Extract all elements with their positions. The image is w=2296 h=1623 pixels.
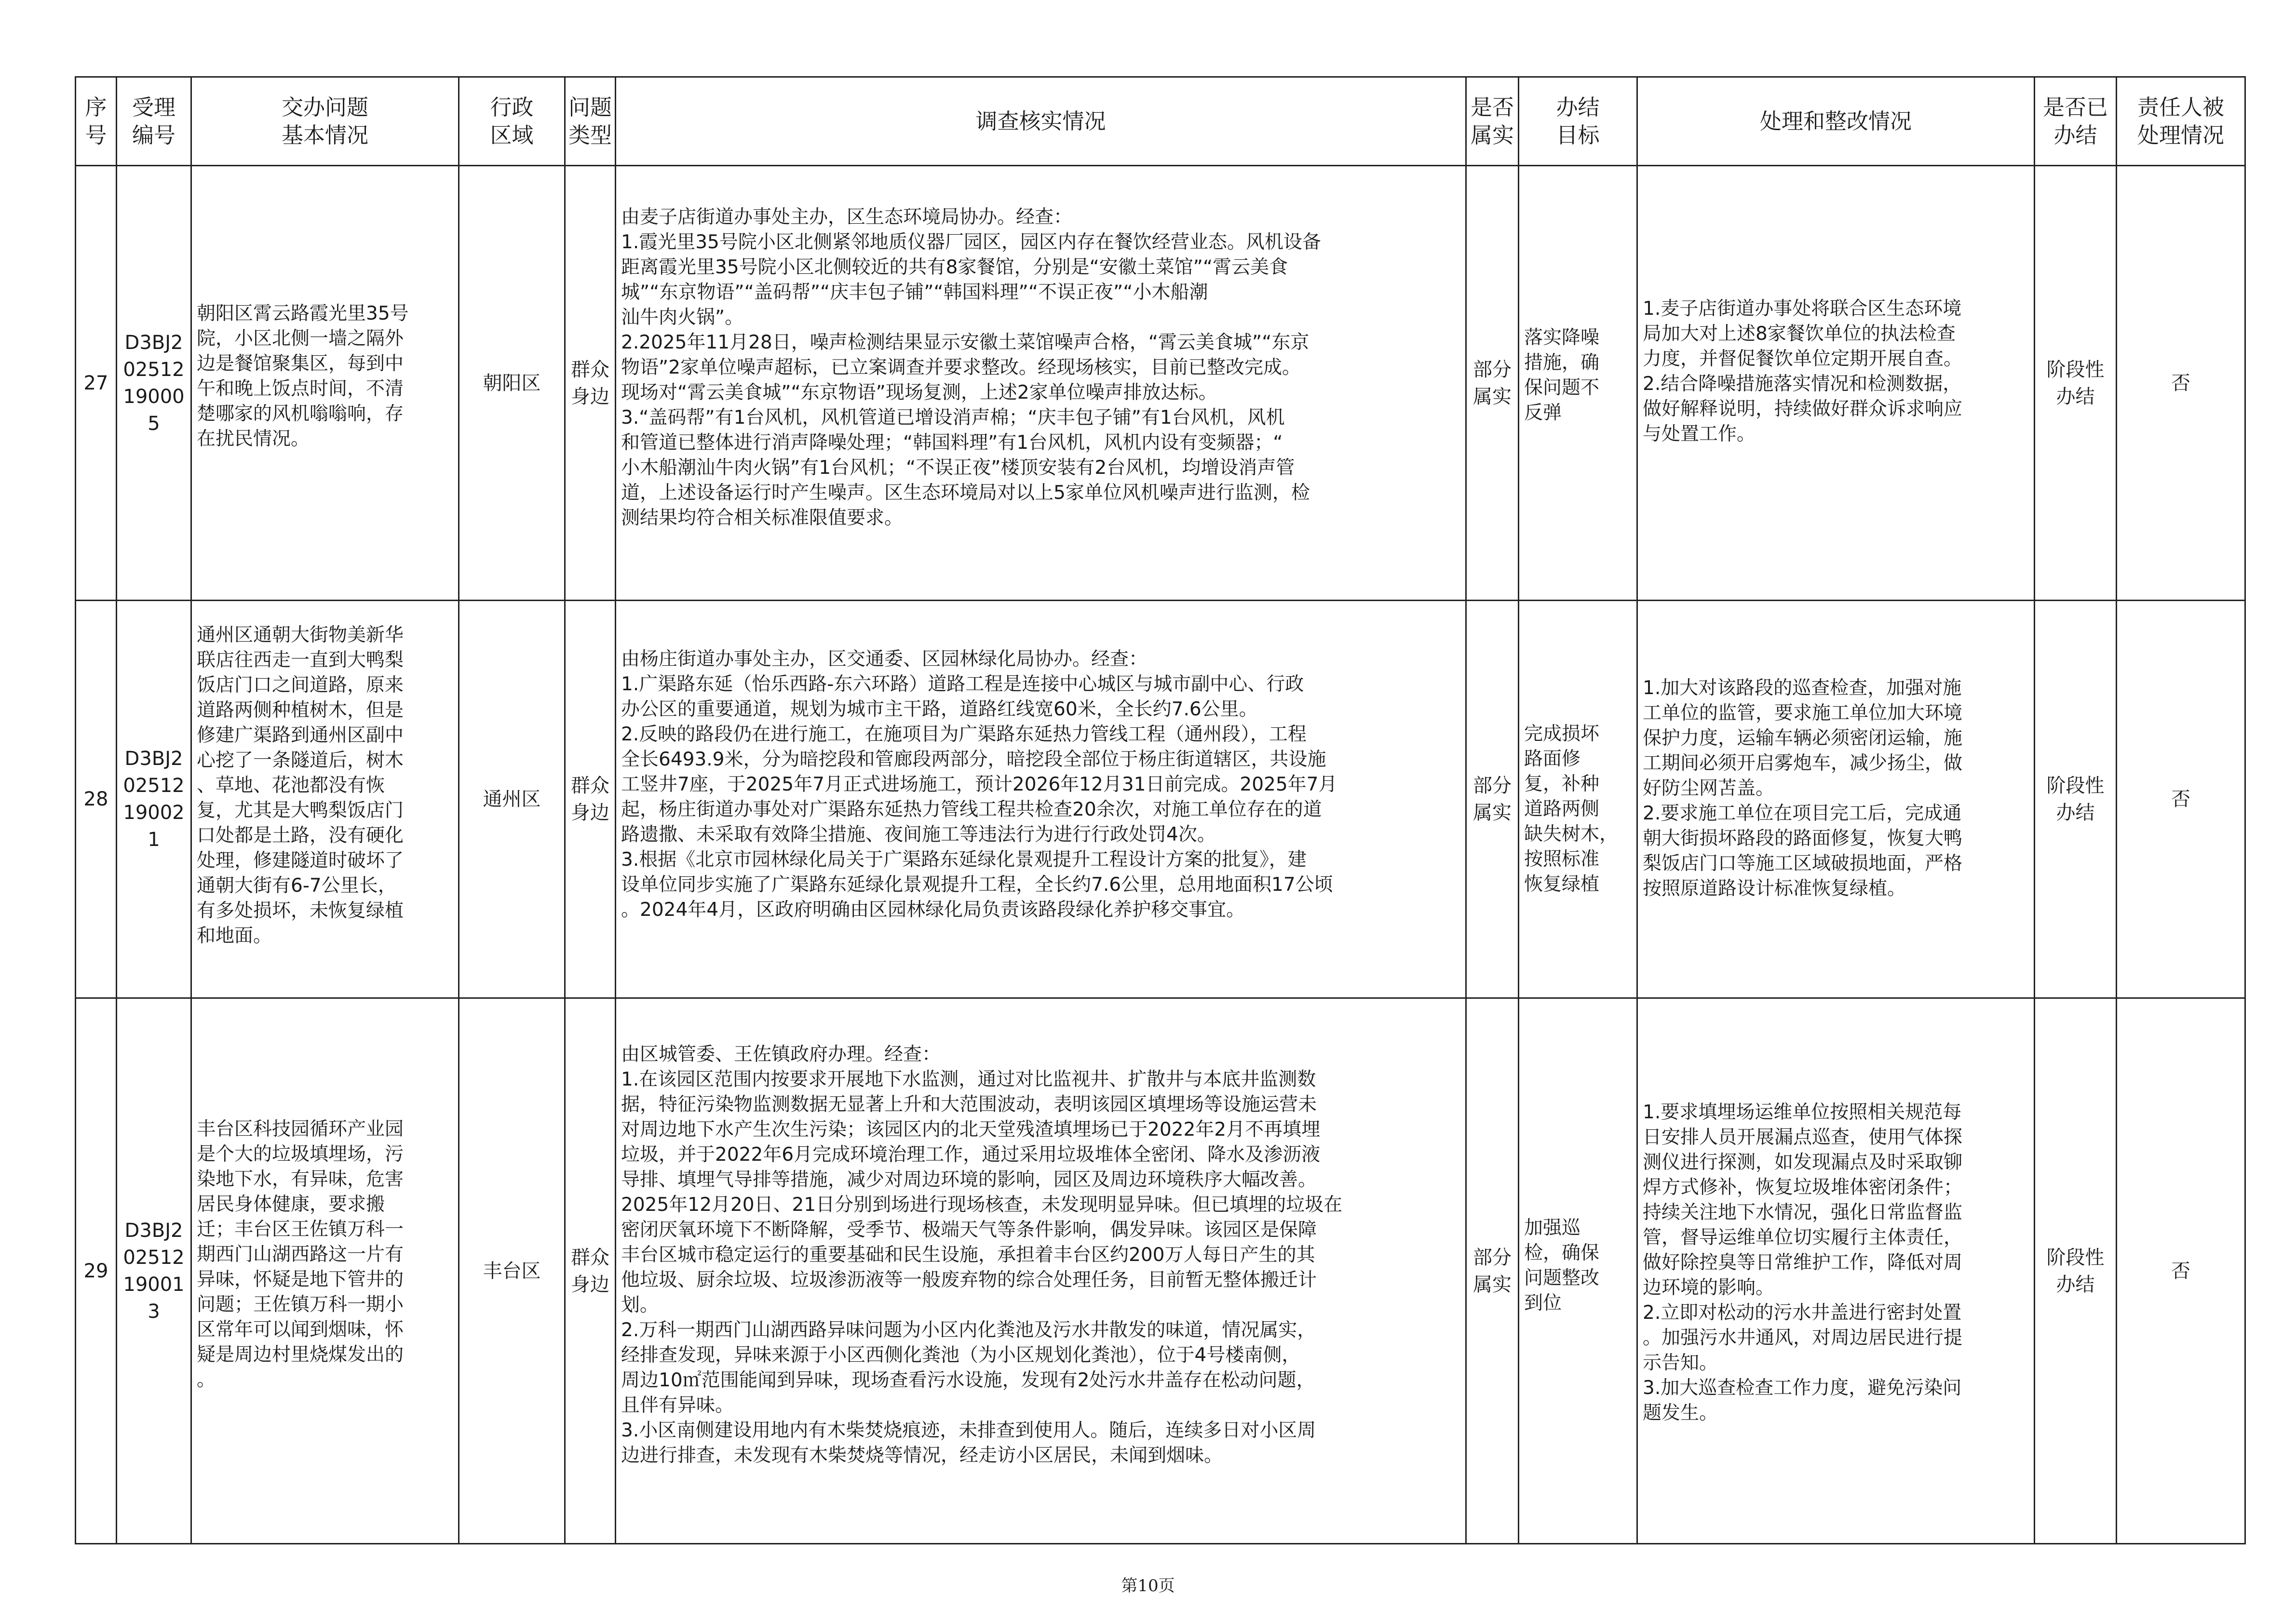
row-seq: 28 <box>76 601 117 998</box>
col-header-acceptance-no: 受理 编号 <box>117 77 191 166</box>
table-row <box>76 601 2245 998</box>
row-issue: 丰台区科技园循环产业园 是个大的垃圾填埋场，污 染地下水，有异味，危害 居民身体健康，要求搬 迁；丰台区王佐镇万科一 期西门山湖西路这一片有 异味，怀疑是地下管井的 问题；王佐镇万科一期小 区常年可以闻到烟味，怀 疑是周边村里烧煤发出的 。 <box>197 1118 404 1391</box>
row-type: 群众 身边 <box>565 601 616 998</box>
row-issue: 通州区通朝大街物美新华 联店往西走一直到大鸭梨 饭店门口之间道路，原来 道路两侧种植树木，但是 修建广渠路到通州区副中 心挖了一条隧道后，树木 、草地、花池都没有恢 复，尤其是大鸭梨饭店门 口处都是土路，没有硬化 处理，修建隧道时破坏了 通朝大街有6-7公里长， 有多处损坏，未恢复绿植 和地面。 <box>197 624 404 947</box>
row-acceptance-no: D3BJ2 02512 19001 3 <box>117 998 191 1544</box>
row-seq: 27 <box>76 166 117 601</box>
row-closed: 阶段性 办结 <box>2035 601 2117 998</box>
row-district: 通州区 <box>459 601 565 998</box>
row-investigation: 由杨庄街道办事处主办，区交通委、区园林绿化局协办。经查： 1.广渠路东延（怡乐西路-东六环路）道路工程是连接中心城区与城市副中心、行政 办公区的重要通道，规划为城市主干路，道路红线宽60米，全长约7.6公里。 2.反映的路段仍在进行施工，在施项目为广渠路东延热力管线工程（通州段），工程 全长6493.9米，分为暗挖段和管廊段两部分，暗挖段全部位于杨庄街道辖区，共设施 工竖井7座，于2025年7月正式进场施工，预计2026年12月31日前完成。2025年7月 起，杨庄街道办事处对广渠路东延热力管线工程共检查20余次，对施工单位存在的道 路遗撒、未采取有效降尘措施、夜间施工等违法行为进行行政处罚4次。 3.根据《北京市园林绿化局关于广渠路东延绿化景观提升工程设计方案的批复》，建 设单位同步实施了广渠路东延绿化景观提升工程，全长约7.6公里，总用地面积17公顷 。2024年4月，区政府明确由区园林绿化局负责该路段绿化养护移交事宜。 <box>621 648 1337 921</box>
row-acceptance-no: D3BJ2 02512 19000 5 <box>117 166 191 601</box>
row-acceptance-no: D3BJ2 02512 19002 1 <box>117 601 191 998</box>
row-verified: 部分 属实 <box>1466 998 1519 1544</box>
row-closed: 阶段性 办结 <box>2035 166 2117 601</box>
row-goal: 完成损坏 路面修 复，补种 道路两侧 缺失树木， 按照标准 恢复绿植 <box>1524 723 1619 895</box>
row-investigation: 由区城管委、王佐镇政府办理。经查： 1.在该园区范围内按要求开展地下水监测，通过对比监视井、扩散井与本底井监测数 据，特征污染物监测数据无显著上升和大范围波动，表明该园区填埋场等设施运营未 对周边地下水产生次生污染；该园区内的北天堂残渣填埋场已于2022年2月不再填埋 垃圾，并于2022年6月完成环境治理工作，通过采用垃圾堆体全密闭、降水及渗沥液 导排、填埋气导排等措施，减少对周边环境的影响，园区及周边环境秩序大幅改善。 2025年12月20日、21日分别到场进行现场核查，未发现明显异味。但已填埋的垃圾在 密闭厌氧环境下不断降解，受季节、极端天气等条件影响，偶发异味。该园区是保障 丰台区城市稳定运行的重要基础和民生设施，承担着丰台区约200万人每日产生的其 他垃圾、厨余垃圾、垃圾渗沥液等一般废弃物的综合处理任务，目前暂无整体搬迁计 划。 2.万科一期西门山湖西路异味问题为小区内化粪池及污水井散发的味道，情况属实， 经排查发现，异味来源于小区西侧化粪池（为小区规划化粪池），位于4号楼南侧， 周边10㎡范围能闻到异味，现场查看污水设施，发现有2处污水井盖存在松动问题， 且伴有异味。 3.小区南侧建设用地内有木柴焚烧痕迹，未排查到使用人。随后，连续多日对小区周 边进行排查，未发现有木柴焚烧等情况，经走访小区居民，未闻到烟味。 <box>621 1044 1343 1466</box>
row-goal: 加强巡 检，确保 问题整改 到位 <box>1524 1217 1600 1314</box>
row-handling: 1.要求填埋场运维单位按照相关规范每 日安排人员开展漏点巡查，使用气体探 测仪进行探测，如发现漏点及时采取铆 焊方式修补，恢复垃圾堆体密闭条件； 持续关注地下水情况，强化日常监督监 管，督导运维单位切实履行主体责任， 做好除控臭等日常维护工作，降低对周 边环境的影响。 2.立即对松动的污水井盖进行密封处置 。加强污水井通风，对周边居民进行提 示告知。 3.加大巡查检查工作力度，避免污染问 题发生。 <box>1643 1101 1963 1424</box>
row-seq: 29 <box>76 998 117 1544</box>
page-number: 第10页 <box>1121 1576 1175 1596</box>
row-handling: 1.加大对该路段的巡查检查，加强对施 工单位的监管，要求施工单位加大环境 保护力度，运输车辆必须密闭运输，施 工期间必须开启雾炮车，减少扬尘，做 好防尘网苫盖。 2.要求施工单位在项目完工后，完成通 朝大街损坏路段的路面修复，恢复大鸭 梨饭店门口等施工区域破损地面，严格 按照原道路设计标准恢复绿植。 <box>1643 677 1963 899</box>
row-handling: 1.麦子店街道办事处将联合区生态环境 局加大对上述8家餐饮单位的执法检查 力度，并督促餐饮单位定期开展自查。 2.结合降噪措施落实情况和检测数据， 做好解释说明，持续做好群众诉求响应 与处置工作。 <box>1643 298 1963 445</box>
header-row <box>76 77 2245 166</box>
row-responsibility: 否 <box>2117 166 2245 601</box>
col-header-handling: 处理和整改情况 <box>1637 77 2035 166</box>
row-verified: 部分 属实 <box>1466 166 1519 601</box>
col-header-issue: 交办问题 基本情况 <box>191 77 459 166</box>
complaint-table <box>75 76 2246 1544</box>
col-header-verified: 是否 属实 <box>1466 77 1519 166</box>
col-header-goal: 办结 目标 <box>1519 77 1637 166</box>
row-closed: 阶段性 办结 <box>2035 998 2117 1544</box>
table-row <box>76 166 2245 601</box>
row-responsibility: 否 <box>2117 601 2245 998</box>
row-district: 丰台区 <box>459 998 565 1544</box>
col-header-district: 行政 区域 <box>459 77 565 166</box>
row-verified: 部分 属实 <box>1466 601 1519 998</box>
col-header-type: 问题 类型 <box>565 77 616 166</box>
row-responsibility: 否 <box>2117 998 2245 1544</box>
col-header-responsibility: 责任人被 处理情况 <box>2117 77 2245 166</box>
row-type: 群众 身边 <box>565 166 616 601</box>
row-investigation: 由麦子店街道办事处主办，区生态环境局协办。经查： 1.霞光里35号院小区北侧紧邻地质仪器厂园区，园区内存在餐饮经营业态。风机设备 距离霞光里35号院小区北侧较近的共有8家餐馆，分别是“安徽土菜馆”“霄云美食 城”“东京物语”“盖码帮”“庆丰包子铺”“韩国料理”“不误正夜”“小木船潮 汕牛肉火锅”。 2.2025年11月28日，噪声检测结果显示安徽土菜馆噪声合格，“霄云美食城”“东京 物语”2家单位噪声超标，已立案调查并要求整改。经现场核实，目前已整改完成。 现场对“霄云美食城”“东京物语”现场复测，上述2家单位噪声排放达标。 3.“盖码帮”有1台风机，风机管道已增设消声棉；“庆丰包子铺”有1台风机，风机 和管道已整体进行消声降噪处理；“韩国料理”有1台风机，风机内设有变频器；“ 小木船潮汕牛肉火锅”有1台风机；“不误正夜”楼顶安装有2台风机，均增设消声管 道，上述设备运行时产生噪声。区生态环境局对以上5家单位风机噪声进行监测，检 测结果均符合相关标准限值要求。 <box>621 206 1321 529</box>
row-type: 群众 身边 <box>565 998 616 1544</box>
table-row <box>76 998 2245 1544</box>
col-header-investigation: 调查核实情况 <box>616 77 1466 166</box>
col-header-closed: 是否已 办结 <box>2035 77 2117 166</box>
col-header-seq: 序 号 <box>76 77 117 166</box>
row-goal: 落实降噪 措施，确 保问题不 反弹 <box>1524 327 1600 424</box>
row-district: 朝阳区 <box>459 166 565 601</box>
row-issue: 朝阳区霄云路霞光里35号 院，小区北侧一墙之隔外 边是餐馆聚集区，每到中 午和晚上饭点时间，不清 楚哪家的风机嗡嗡响，存 在扰民情况。 <box>197 303 409 450</box>
